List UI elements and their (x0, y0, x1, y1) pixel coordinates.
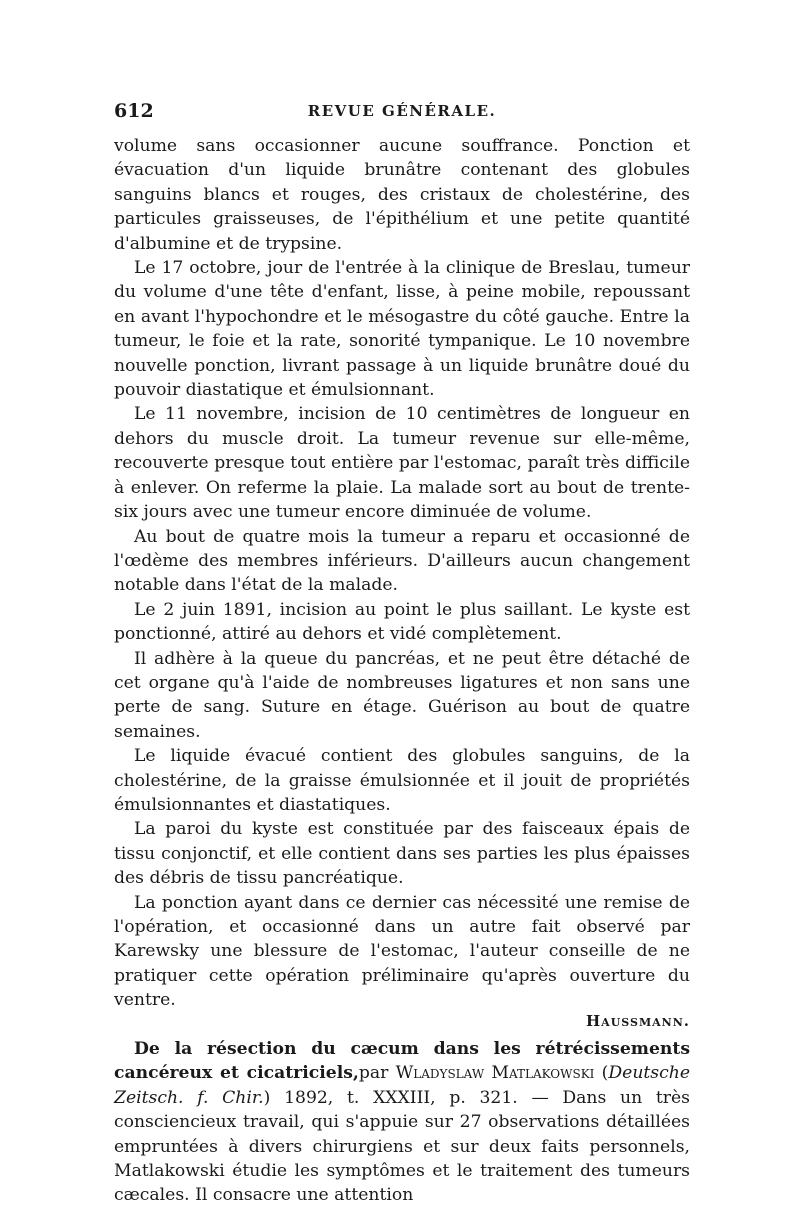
paragraph: Il adhère à la queue du pancréas, et ne peut être détaché de cet organe qu'à l'aide de nombreuses ligatures et non sans une perte de sang. Suture en étage. Guérison au bout de quatre semaines. (114, 648, 690, 742)
page-number: 612 (114, 100, 154, 122)
body-text (114, 134, 690, 1208)
review-text: 1892, t. XXXIII, p. 321. — Dans un très consciencieux travail, qui s'appuie sur 27 observations détaillées empruntées à divers chirurgiens et sur deux faits personnels, Matlakowski étudie les symptômes et le traitement des tumeurs cæcales. Il consacre une attention (114, 1087, 690, 1206)
review-title: De la résection du cæcum dans les rétrécissements cancéreux et cicatriciels, (114, 1039, 690, 1084)
review-open-paren: ( (594, 1063, 609, 1084)
review-paragraph (114, 1037, 690, 1208)
paragraph: Le liquide évacué contient des globules sanguins, de la cholestérine, de la graisse émulsionnée et il jouit de propriétés émulsionnantes et diastatiques. (114, 746, 690, 815)
paragraph: volume sans occasionner aucune souffrance. Ponction et évacuation d'un liquide brunâtre contenant des globules sanguins blancs et rouges, des cristaux de cholestérine, des particules graisseuses, de l'épithélium et une petite quantité d'albumine et de trypsine. (114, 136, 690, 254)
running-title: REVUE GÉNÉRALE. (307, 102, 497, 120)
paragraph: Au bout de quatre mois la tumeur a reparu et occasionné de l'œdème des membres inférieurs. D'ailleurs aucun changement notable dans l'état de la malade. (114, 526, 690, 596)
review-author: Wladyslaw Matlakowski (395, 1063, 595, 1084)
author-signature: Haussmann. (586, 1011, 690, 1030)
review-by: par (358, 1063, 396, 1084)
paragraph: Le 2 juin 1891, incision au point le plus saillant. Le kyste est ponctionné, attiré au dehors et vidé complètement. (114, 599, 690, 645)
paragraph: La ponction ayant dans ce dernier cas nécessité une remise de l'opération, et occasionné dans un autre fait observé par Karewsky une blessure de l'estomac, l'auteur conseille de ne pratiquer cette opération préliminaire qu'après ouverture du ventre. (114, 892, 690, 1011)
page-header (114, 100, 690, 128)
paragraph: Le 11 novembre, incision de 10 centimètres de longueur en dehors du muscle droit. La tumeur revenue sur elle-même, recouverte presque tout entière par l'estomac, paraît très difficile à enlever. On referme la plaie. La malade sort au bout de trente-six jours avec une tumeur encore diminuée de volume. (114, 404, 690, 523)
review-journal: Deutsche Zeitsch. f. Chir. (114, 1063, 690, 1108)
review-close-paren: ) (263, 1087, 271, 1108)
paragraph: La paroi du kyste est constituée par des faisceaux épais de tissu conjonctif, et elle contient dans ses parties les plus épaisses des débris de tissu pancréatique. (114, 819, 690, 889)
paragraph: Le 17 octobre, jour de l'entrée à la clinique de Breslau, tumeur du volume d'une tête d'enfant, lisse, à peine mobile, repoussant en avant l'hypochondre et le mésogastre du côté gauche. Entre la tumeur, le foie et la rate, sonorité tympanique. Le 10 novembre nouvelle ponction, livrant passage à un liquide brunâtre doué du pouvoir diastatique et émulsionnant. (114, 258, 690, 401)
